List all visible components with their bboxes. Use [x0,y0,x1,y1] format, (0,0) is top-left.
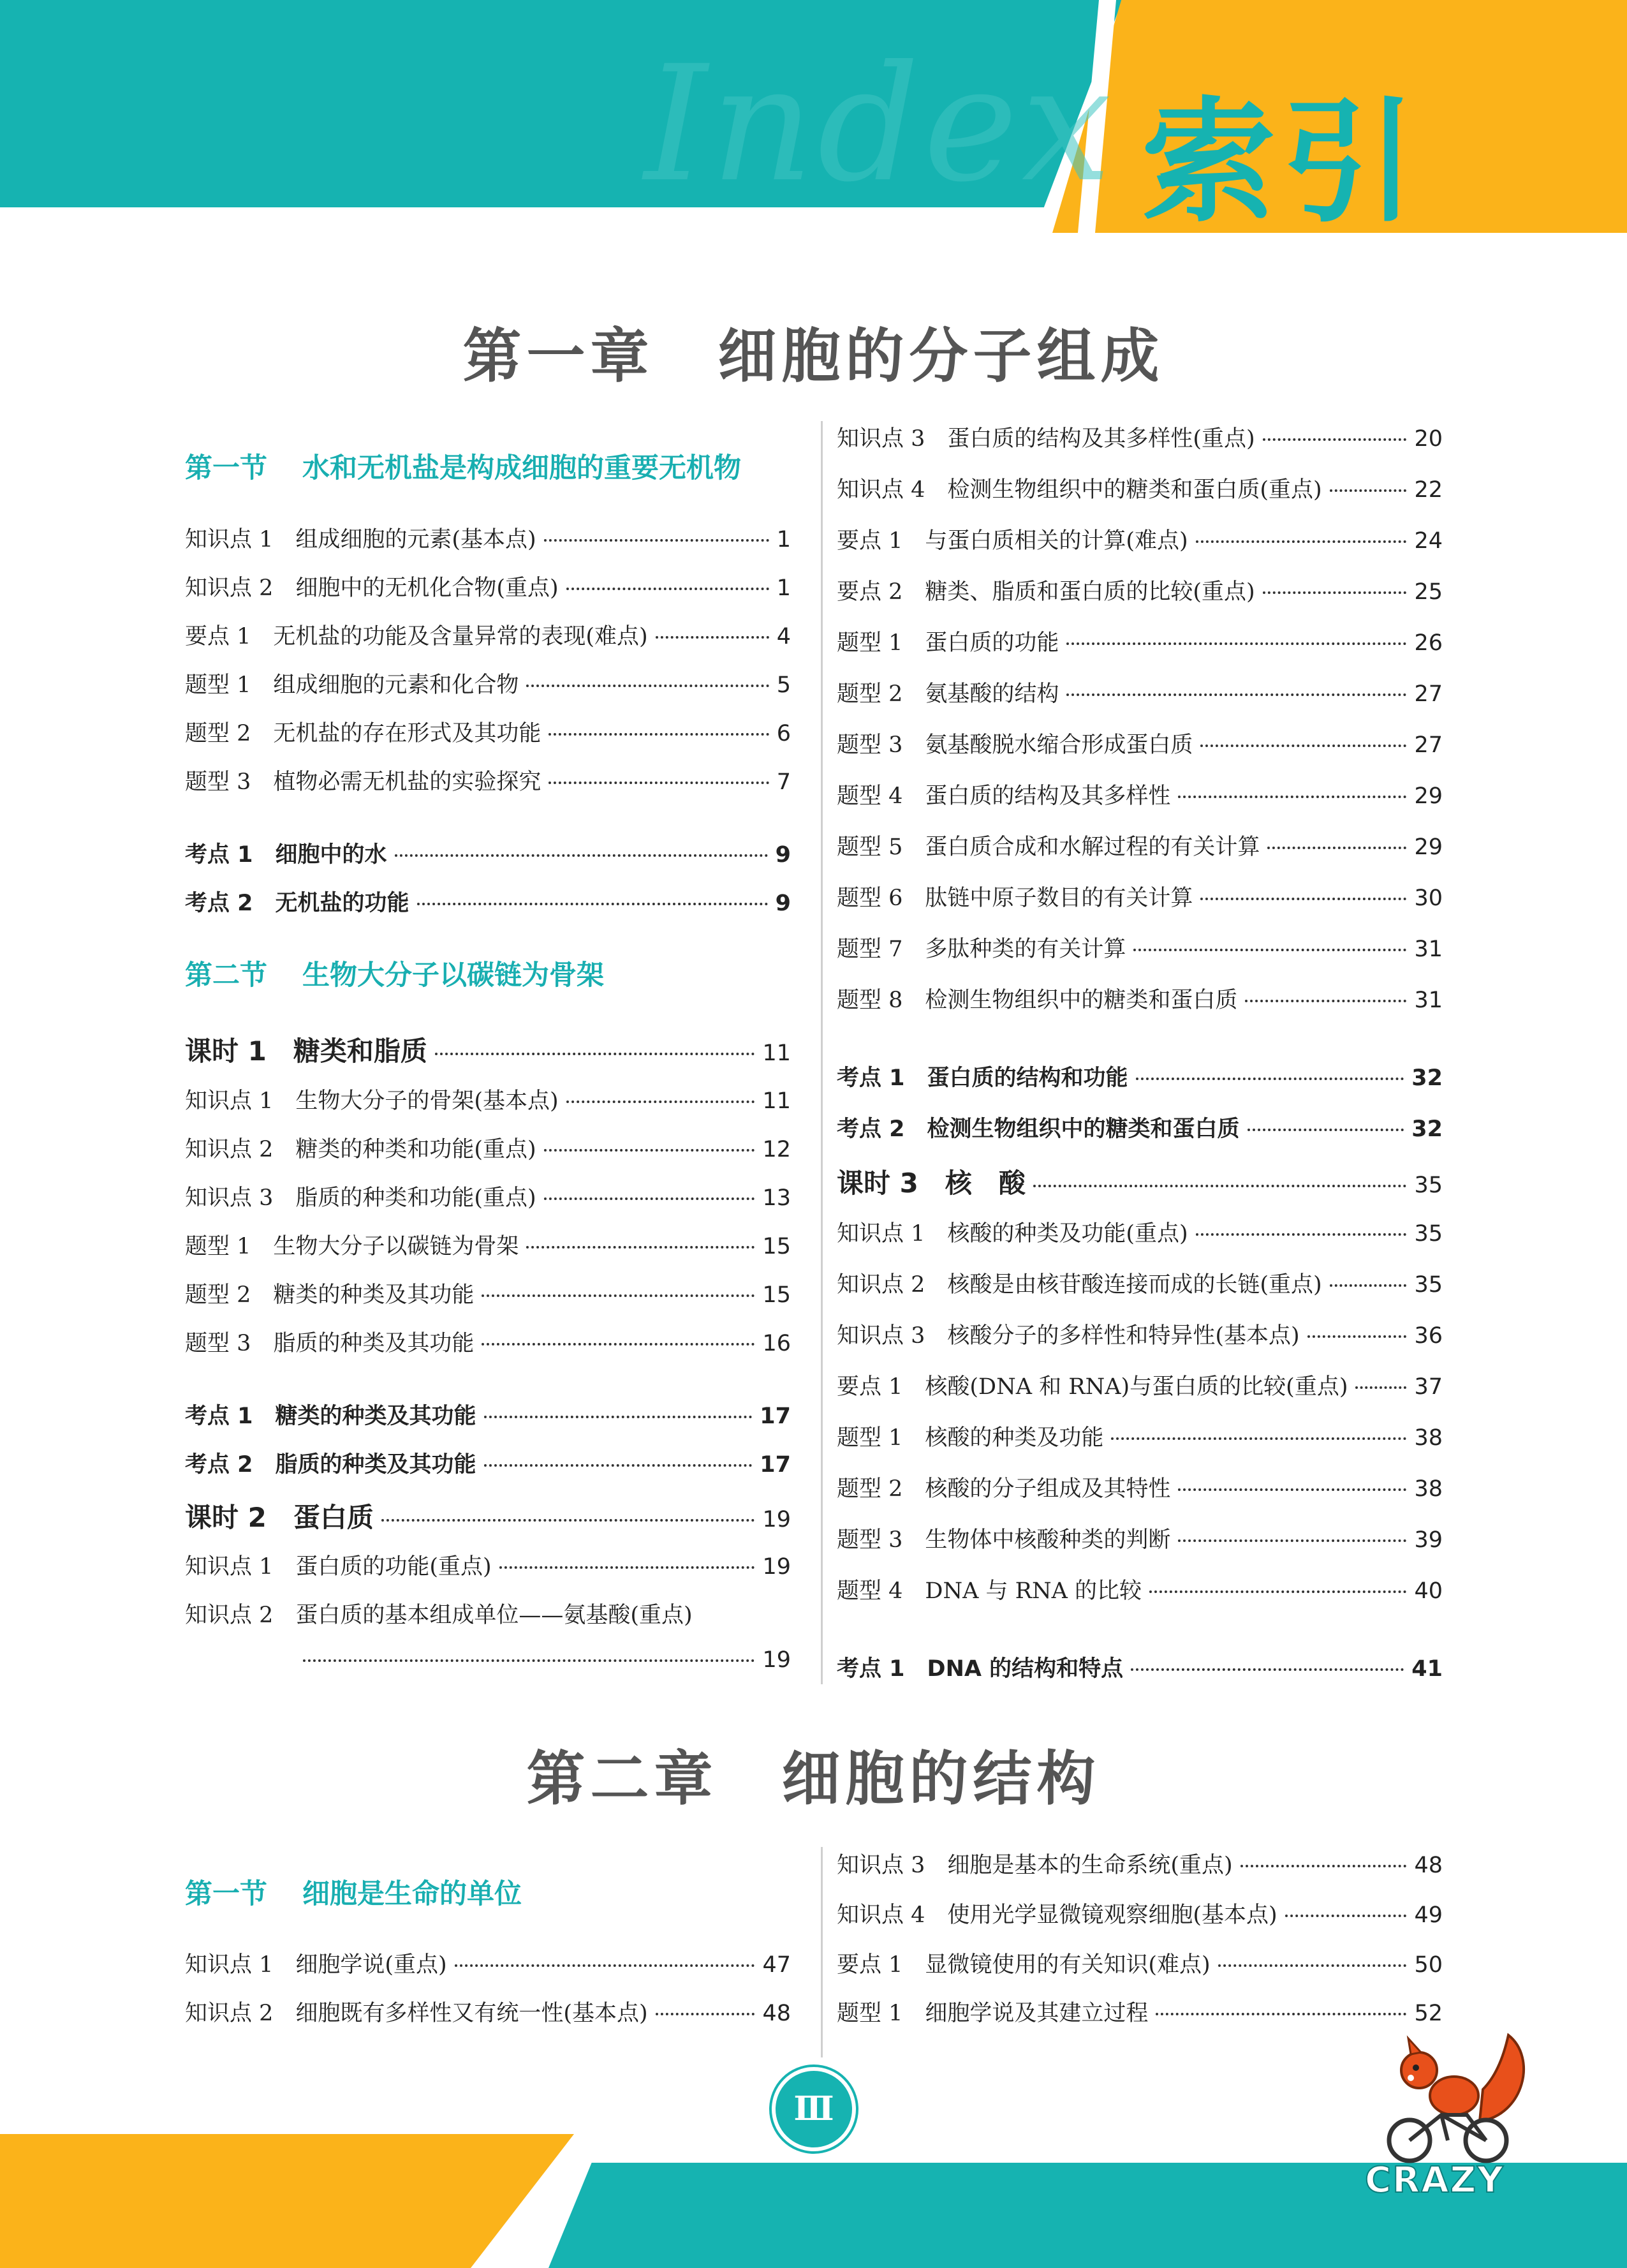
leader-dots [544,1149,755,1152]
toc-entry[interactable] [837,1947,1443,1979]
toc-entry[interactable] [837,727,1443,759]
toc-entry-page: 25 [1414,579,1443,605]
mascot-text: CRAZY [1365,2160,1505,2201]
toc-entry-label: 知识点 3 蛋白质的结构及其多样性(重点) [837,426,1255,452]
toc-entry-label: 题型 5 蛋白质合成和水解过程的有关计算 [837,834,1260,860]
toc-entry-page: 27 [1414,681,1443,707]
leader-dots [1149,1590,1406,1593]
leader-dots [435,1053,755,1055]
toc-entry-label: 知识点 4 使用光学显微镜观察细胞(基本点) [837,1902,1277,1928]
toc-entry-label: 要点 1 显微镜使用的有关知识(难点) [837,1952,1211,1978]
toc-entry[interactable] [837,421,1443,453]
toc-entry-page: 48 [762,2001,791,2026]
leader-dots [1133,949,1406,951]
leader-dots [482,1294,755,1297]
toc-entry-page: 22 [1414,477,1443,503]
leader-dots [1178,1488,1406,1491]
leader-dots [1263,591,1407,594]
leader-dots [499,1566,755,1569]
toc-entry-page: 35 [1414,1173,1443,1198]
toc-entry-page: 24 [1414,528,1443,554]
toc-entry-label: 知识点 1 细胞学说(重点) [185,1952,447,1978]
toc-entry-page: 27 [1414,732,1443,758]
leader-dots [381,1519,755,1522]
leader-dots [1218,1964,1407,1967]
toc-entry[interactable] [837,982,1443,1014]
toc-entry-page: 15 [762,1282,791,1308]
header-index-word: Index [644,31,1115,217]
toc-entry-label: 要点 1 核酸(DNA 和 RNA)与蛋白质的比较(重点) [837,1374,1348,1400]
toc-entry-page: 31 [1414,937,1443,962]
toc-entry[interactable] [837,1471,1443,1503]
toc-entry-label: 知识点 1 核酸的种类及功能(重点) [837,1221,1188,1247]
toc-entry-page: 16 [762,1331,791,1356]
squirrel-bicycle-icon [1371,2019,1537,2166]
chapter-1-title [0,309,1627,394]
toc-entry-page: 19 [762,1554,791,1580]
toc-entry-label: 题型 1 细胞学说及其建立过程 [837,2001,1149,2026]
toc-entry-label: 题型 2 核酸的分子组成及其特性 [837,1476,1171,1502]
toc-entry[interactable] [837,1318,1443,1350]
toc-entry-page: 12 [762,1137,791,1162]
toc-entry-label: 知识点 1 生物大分子的骨架(基本点) [185,1088,559,1114]
toc-entry[interactable] [185,1229,791,1261]
toc-entry-label: 考点 2 检测生物组织中的糖类和蛋白质 [837,1116,1240,1142]
leader-dots [482,1343,755,1345]
leader-dots [395,854,768,857]
leader-dots [484,1464,753,1467]
toc-entry-label: 题型 1 组成细胞的元素和化合物 [185,672,519,698]
toc-entry[interactable] [837,1573,1443,1605]
toc-entry-page: 36 [1414,1323,1443,1349]
leader-dots [1355,1386,1406,1389]
toc-entry-page: 32 [1411,1065,1443,1091]
toc-entry[interactable] [837,523,1443,555]
chapter-1-number: 第一章 [462,322,654,390]
section-title: 水和无机盐是构成细胞的重要无机物 [302,452,741,484]
toc-entry-label: 题型 3 脂质的种类及其功能 [185,1331,475,1356]
leader-dots [1131,1668,1404,1671]
toc-entry-page: 17 [760,1404,791,1429]
toc-entry-page: 4 [776,624,791,649]
toc-entry[interactable] [185,522,791,554]
toc-entry-page: 9 [775,842,791,868]
toc-entry[interactable] [837,1897,1443,1929]
toc-entry-label: 考点 1 细胞中的水 [185,842,387,868]
leader-dots [526,1246,755,1249]
leader-dots [1196,1233,1407,1236]
toc-entry[interactable] [185,1549,791,1581]
leader-dots [455,1964,755,1967]
page-number-badge: Ⅲ [772,2067,856,2151]
toc-entry-page: 50 [1414,1952,1443,1978]
column-divider [821,1847,823,2057]
toc-entry-label: 题型 8 检测生物组织中的糖类和蛋白质 [837,988,1238,1013]
leader-dots [1200,745,1406,747]
section-heading [185,1872,522,1911]
toc-entry-label: 要点 1 与蛋白质相关的计算(难点) [837,528,1188,554]
leader-dots [1156,2013,1406,2015]
toc-entry-label: 题型 2 糖类的种类及其功能 [185,1282,475,1308]
leader-dots [1196,540,1407,543]
section-number: 第一节 [185,1878,267,1910]
toc-entry-page: 26 [1414,630,1443,656]
leader-dots [1200,898,1406,900]
toc-entry[interactable] [185,1996,791,2027]
leader-dots [1240,1865,1407,1867]
toc-entry-exam[interactable] [837,1651,1443,1683]
toc-entry[interactable] [837,1216,1443,1248]
toc-entry[interactable] [837,931,1443,963]
toc-entry-page: 9 [775,891,791,916]
toc-entry[interactable] [837,676,1443,708]
toc-entry-label: 知识点 3 核酸分子的多样性和特异性(基本点) [837,1323,1300,1349]
toc-entry-page: 15 [762,1234,791,1259]
lesson-label: 课时 3 核 酸 [837,1167,1026,1199]
leader-dots [1307,1335,1407,1338]
toc-entry-label: 题型 1 蛋白质的功能 [837,630,1059,656]
toc-entry-page: 41 [1411,1656,1443,1682]
leader-dots [1178,1539,1406,1542]
leader-dots [544,1197,755,1200]
toc-entry-exam[interactable] [185,886,791,917]
chapter-2-number: 第二章 [526,1744,718,1813]
toc-entry-label: 要点 1 无机盐的功能及含量异常的表现(难点) [185,624,648,649]
toc-entry-label: 题型 6 肽链中原子数目的有关计算 [837,886,1193,911]
toc-entry-label: 题型 2 氨基酸的结构 [837,681,1059,707]
toc-entry-page: 52 [1414,2001,1443,2026]
leader-dots [544,539,769,542]
leader-dots [484,1416,753,1418]
section-number: 第一节 [185,452,267,484]
toc-entry-exam[interactable] [185,837,791,869]
toc-entry[interactable] [837,1267,1443,1299]
leader-dots [303,1659,755,1662]
leader-dots [1330,489,1407,492]
toc-entry[interactable] [837,574,1443,606]
toc-entry[interactable] [185,619,791,651]
toc-entry[interactable] [185,1947,791,1979]
toc-entry[interactable] [837,1420,1443,1452]
toc-entry[interactable] [837,1848,1443,1879]
toc-entry[interactable] [185,1326,791,1358]
toc-entry-page: 38 [1414,1425,1443,1451]
column-divider [821,421,823,1684]
toc-entry-page: 11 [762,1088,791,1114]
toc-entry[interactable] [837,1996,1443,2027]
toc-entry-label: 考点 2 无机盐的功能 [185,891,409,916]
toc-entry-page: 29 [1414,783,1443,809]
toc-entry-label: 题型 1 生物大分子以碳链为骨架 [185,1234,519,1259]
toc-entry[interactable] [185,1132,791,1164]
toc-entry-label: 题型 1 核酸的种类及功能 [837,1425,1104,1451]
toc-entry-page: 49 [1414,1902,1443,1928]
toc-entry-label: 知识点 2 细胞中的无机化合物(重点) [185,575,559,601]
toc-entry-label: 知识点 2 糖类的种类和功能(重点) [185,1137,536,1162]
leader-dots [1263,438,1407,441]
leader-dots [1330,1284,1407,1287]
toc-entry[interactable] [185,716,791,748]
toc-entry-label: 知识点 4 检测生物组织中的糖类和蛋白质(重点) [837,477,1322,503]
toc-entry-exam[interactable] [185,1447,791,1479]
toc-entry-page: 17 [760,1452,791,1478]
toc-entry-label: 要点 2 糖类、脂质和蛋白质的比较(重点) [837,579,1255,605]
toc-entry-page: 20 [1414,426,1443,452]
toc-entry[interactable] [837,472,1443,504]
section-heading [185,447,741,485]
toc-entry[interactable] [185,1083,791,1115]
toc-lesson[interactable] [837,1162,1443,1201]
toc-entry-label: 知识点 2 细胞既有多样性又有统一性(基本点) [185,2001,648,2026]
toc-entry-label: 知识点 2 核酸是由核苷酸连接而成的长链(重点) [837,1272,1322,1298]
toc-entry[interactable] [837,880,1443,912]
toc-entry[interactable] [185,764,791,796]
lesson-label: 课时 1 糖类和脂质 [185,1035,427,1067]
toc-entry-label: 知识点 1 组成细胞的元素(基本点) [185,527,536,552]
section-number: 第二节 [185,960,267,991]
toc-entry-label: 考点 1 糖类的种类及其功能 [185,1404,476,1429]
leader-dots [1066,693,1406,696]
leader-dots [1248,1129,1404,1131]
toc-entry[interactable] [837,1522,1443,1554]
leader-dots [1111,1437,1406,1440]
toc-entry[interactable] [185,570,791,602]
leader-dots [566,588,769,590]
leader-dots [526,685,769,687]
leader-dots [1267,847,1406,849]
toc-entry-label: 题型 3 生物体中核酸种类的判断 [837,1527,1171,1553]
toc-entry-page: 38 [1414,1476,1443,1502]
toc-entry-label: 题型 4 DNA 与 RNA 的比较 [837,1578,1142,1604]
toc-entry-page: 35 [1414,1221,1443,1247]
toc-entry-label: 考点 1 DNA 的结构和特点 [837,1656,1124,1682]
toc-entry-page: 47 [762,1952,791,1978]
toc-entry-page: 7 [776,769,791,795]
lesson-label: 课时 2 蛋白质 [185,1502,374,1533]
toc-entry[interactable] [303,1647,791,1673]
toc-entry-exam[interactable] [837,1060,1443,1092]
leader-dots [417,903,768,905]
toc-entry-label: 考点 1 蛋白质的结构和功能 [837,1065,1128,1091]
toc-entry-page: 5 [776,672,791,698]
section-title: 细胞是生命的单位 [302,1878,522,1910]
toc-entry-page: 31 [1414,988,1443,1013]
toc-entry-page: 30 [1414,886,1443,911]
toc-entry-page: 19 [762,1507,791,1532]
toc-entry-page: 39 [1414,1527,1443,1553]
toc-entry-page: 19 [762,1647,791,1673]
toc-entry[interactable] [185,1180,791,1212]
toc-entry-page: 1 [776,575,791,601]
toc-entry-exam[interactable] [185,1398,791,1430]
leader-dots [1033,1185,1407,1187]
section-heading [185,954,604,993]
toc-entry-label: 知识点 3 脂质的种类和功能(重点) [185,1185,536,1211]
toc-entry-page: 40 [1414,1578,1443,1604]
leader-dots [548,782,769,784]
leader-dots [656,636,769,639]
toc-entry-exam[interactable] [837,1111,1443,1143]
toc-entry-label: 题型 7 多肽种类的有关计算 [837,937,1126,962]
toc-entry-label: 题型 2 无机盐的存在形式及其功能 [185,721,541,746]
leader-dots [1136,1078,1404,1080]
toc-entry-label: 考点 2 脂质的种类及其功能 [185,1452,476,1478]
toc-entry-page: 1 [776,527,791,552]
section-title: 生物大分子以碳链为骨架 [302,960,604,991]
toc-entry-label: 知识点 3 细胞是基本的生命系统(重点) [837,1853,1233,1878]
leader-dots [656,2013,755,2015]
toc-entry-page: 48 [1414,1853,1443,1878]
toc-entry-page: 35 [1414,1272,1443,1298]
chapter-2-name: 细胞的结构 [781,1744,1101,1813]
toc-lesson[interactable] [185,1497,791,1535]
toc-entry[interactable] [185,667,791,699]
toc-entry[interactable] [837,625,1443,657]
toc-entry-label-wrapped: 知识点 2 蛋白质的基本组成单位——氨基酸(重点) [185,1603,693,1628]
toc-entry[interactable] [185,1277,791,1309]
toc-entry-page: 13 [762,1185,791,1211]
toc-lesson[interactable] [185,1030,791,1069]
toc-entry-page: 11 [762,1041,791,1066]
toc-entry[interactable] [837,1369,1443,1401]
leader-dots [548,733,769,736]
toc-entry[interactable] [837,778,1443,810]
toc-entry-label: 题型 3 植物必需无机盐的实验探究 [185,769,541,795]
chapter-1-name: 细胞的分子组成 [718,322,1165,390]
toc-entry-page: 32 [1411,1116,1443,1142]
leader-dots [1066,642,1406,645]
chapter-2-title [0,1732,1627,1816]
footer-orange-band [0,2134,574,2268]
toc-entry-page: 29 [1414,834,1443,860]
leader-dots [1285,1915,1407,1917]
toc-entry-label: 题型 3 氨基酸脱水缩合形成蛋白质 [837,732,1193,758]
leader-dots [1245,1000,1406,1002]
leader-dots [1178,796,1406,798]
toc-entry-page: 37 [1414,1374,1443,1400]
page-title: 索引 [1142,84,1423,241]
toc-entry-label: 题型 4 蛋白质的结构及其多样性 [837,783,1171,809]
toc-entry-page: 6 [776,721,791,746]
toc-entry[interactable] [837,829,1443,861]
toc-entry-label: 知识点 1 蛋白质的功能(重点) [185,1554,492,1580]
leader-dots [566,1101,755,1103]
